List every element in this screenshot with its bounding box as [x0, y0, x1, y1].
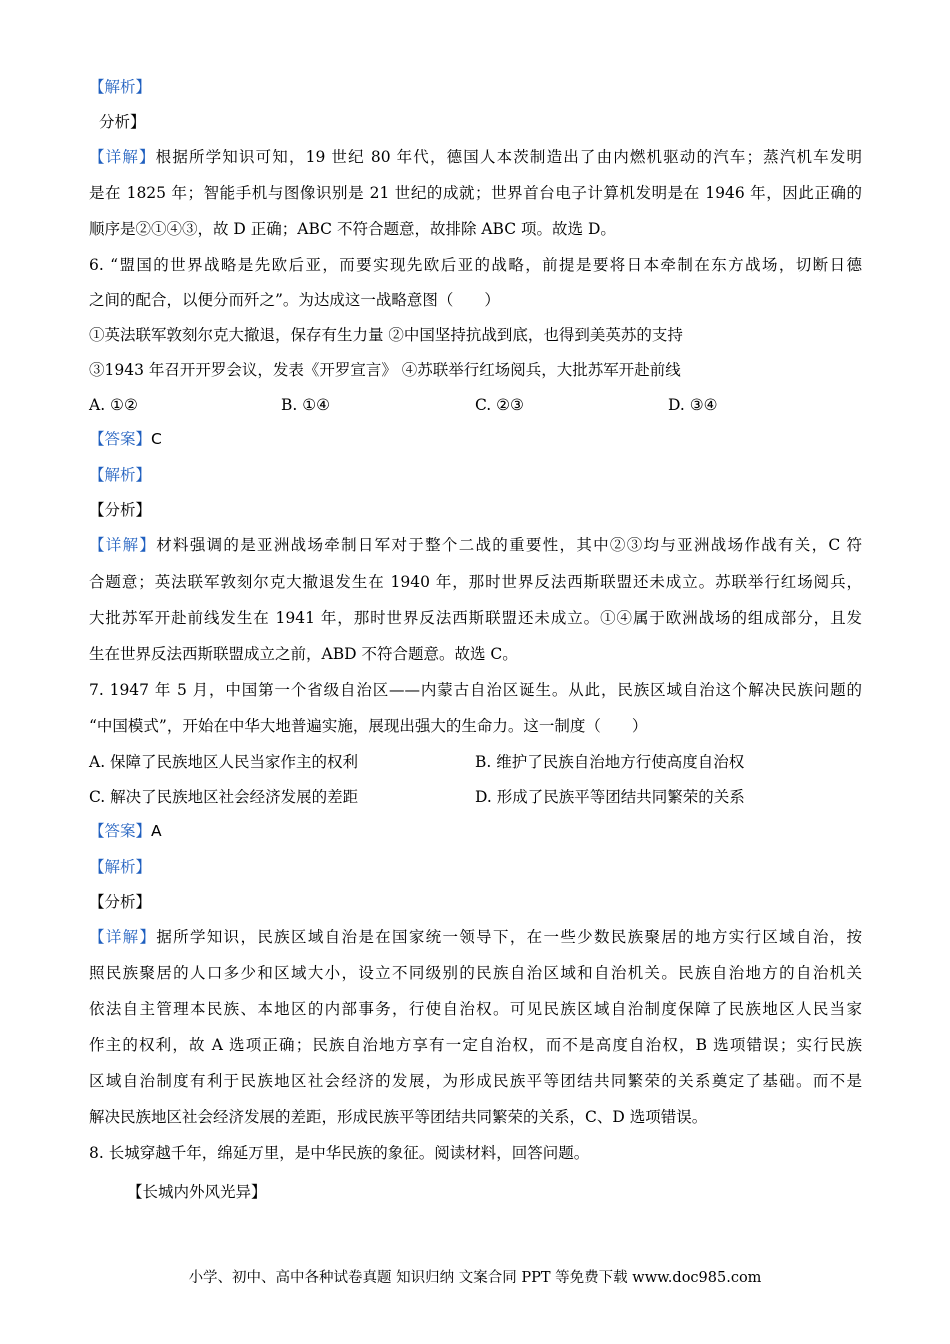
analysis-label: 【分析】: [89, 893, 152, 911]
q6-option-c: C. ②③: [475, 396, 524, 414]
q7-option-d: D. 形成了民族平等团结共同繁荣的关系: [475, 788, 745, 806]
question-7-stem: 7. 1947 年 5 月，中国第一个省级自治区——内蒙古自治区诞生。从此，民族区域自治这个解决民族问题的: [89, 681, 862, 699]
detail-paragraph-line: 合题意；英法联军敦刻尔克大撤退发生在 1940 年，那时世界反法西斯联盟还未成立。苏联举行红场阅兵，: [89, 573, 862, 591]
detail-paragraph-line: 依法自主管理本民族、本地区的内部事务，行使自治权。可见民族区域自治制度保障了民族地区人民当家: [89, 1000, 862, 1018]
page-footer: 小学、初中、高中各种试卷真题 知识归纳 文案合同 PPT 等免费下载 www.doc985.com: [188, 1270, 762, 1286]
detail-text: 根据所学知识可知，19 世纪 80 年代，德国人本茨制造出了由内燃机驱动的汽车；蒸汽机车发明: [155, 148, 862, 166]
answer-value: C: [151, 430, 162, 448]
answer-tag: 【答案】: [89, 430, 152, 448]
question-8-stem: 8. 长城穿越千年，绵延万里，是中华民族的象征。阅读材料，回答问题。: [89, 1144, 590, 1162]
analysis-label: 【分析】: [89, 501, 152, 519]
q6-option-d: D. ③④: [668, 396, 718, 414]
detail-paragraph-line: 生在世界反法西斯联盟成立之前，ABD 不符合题意。故选 C。: [89, 645, 518, 663]
detail-paragraph-line: 顺序是②①④③，故 D 正确；ABC 不符合题意，故排除 ABC 项。故选 D。: [89, 220, 616, 238]
detail-text: 据所学知识，民族区域自治是在国家统一领导下，在一些少数民族聚居的地方实行区域自治，按: [156, 928, 862, 946]
answer-tag: 【答案】: [89, 822, 152, 840]
analysis-label: 分析】: [99, 113, 146, 131]
detail-text: 材料强调的是亚洲战场牵制日军对于整个二战的重要性，其中②③均与亚洲战场作战有关，C 符: [156, 536, 862, 554]
answer-line: [89, 820, 862, 842]
analysis-tag: 【解析】: [89, 858, 152, 876]
question-6-statement: ③1943 年召开开罗会议，发表《开罗宣言》 ④苏联举行红场阅兵，大批苏军开赴前线: [89, 361, 681, 379]
detail-paragraph-line: 解决民族地区社会经济发展的差距，形成民族平等团结共同繁荣的关系，C、D 选项错误。: [89, 1108, 708, 1126]
question-6-stem: 之间的配合，以便分而歼之”。为达成这一战略意图（ ）: [89, 291, 500, 309]
detail-tag: 【详解】: [89, 928, 157, 946]
q7-option-b: B. 维护了民族自治地方行使高度自治权: [475, 753, 745, 771]
q7-option-c: C. 解决了民族地区社会经济发展的差距: [89, 788, 359, 806]
detail-paragraph-line: [89, 146, 862, 168]
detail-paragraph-line: 大批苏军开赴前线发生在 1941 年，那时世界反法西斯联盟还未成立。①④属于欧洲战场的组成部分，且发: [89, 609, 862, 627]
detail-paragraph-line: 作主的权利，故 A 选项正确；民族自治地方享有一定自治权，而不是高度自治权，B 选项错误；实行民族: [89, 1036, 862, 1054]
q7-option-a: A. 保障了民族地区人民当家作主的权利: [89, 753, 359, 771]
answer-value: A: [151, 822, 162, 840]
question-6-statement: ①英法联军敦刻尔克大撤退，保存有生力量 ②中国坚持抗战到底，也得到美英苏的支持: [89, 326, 683, 344]
detail-paragraph-line: 照民族聚居的人口多少和区域大小，设立不同级别的民族自治区域和自治机关。民族自治地方的自治机关: [89, 964, 862, 982]
detail-tag: 【详解】: [89, 536, 157, 554]
material-heading: 【长城内外风光异】: [127, 1183, 267, 1201]
detail-paragraph-line: 是在 1825 年；智能手机与图像识别是 21 世纪的成就；世界首台电子计算机发明是在 1946 年，因此正确的: [89, 184, 862, 202]
q6-option-a: A. ①②: [89, 396, 138, 414]
analysis-tag: 【解析】: [89, 78, 152, 96]
detail-tag: 【详解】: [89, 148, 156, 166]
detail-paragraph-line: [89, 926, 862, 948]
detail-paragraph-line: 区域自治制度有利于民族地区社会经济的发展，为形成民族平等团结共同繁荣的关系奠定了基础。而不是: [89, 1072, 862, 1090]
question-6-stem: 6. “盟国的世界战略是先欧后亚，而要实现先欧后亚的战略，前提是要将日本牵制在东方战场，切断日德: [89, 256, 862, 274]
q6-option-b: B. ①④: [281, 396, 331, 414]
question-7-stem: “中国模式”，开始在中华大地普遍实施，展现出强大的生命力。这一制度（ ）: [89, 717, 648, 735]
analysis-tag: 【解析】: [89, 466, 152, 484]
detail-paragraph-line: [89, 534, 862, 556]
answer-line: [89, 428, 862, 450]
